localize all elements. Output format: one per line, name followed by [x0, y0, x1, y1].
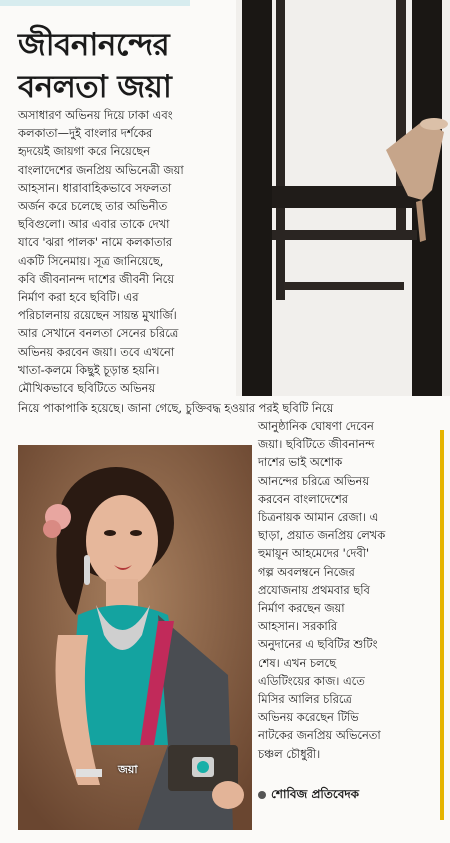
text-line: নির্মাণ করছেন জয়া — [258, 601, 345, 616]
text-line: এডিটিংয়ের কাজ। এতে — [258, 673, 365, 688]
article-body-right — [258, 417, 433, 763]
headline-line-1: জীবনানন্দের — [18, 27, 170, 63]
text-line: করবেন বাংলাদেশের — [258, 491, 349, 506]
top-color-strip — [0, 0, 190, 6]
text-line: গল্প অবলম্বনে নিজের — [258, 564, 355, 579]
text-line: আনুষ্ঠানিক ঘোষণা দেবেন — [258, 419, 374, 433]
text-line: অসাধারণ অভিনয় দিয়ে ঢাকা এবং — [18, 108, 173, 122]
text-line: খাতা-কলমে কিছুই চূড়ান্ত হয়নি। — [18, 362, 160, 377]
bullet-icon — [258, 791, 266, 799]
text-line: ছাড়া, প্রয়াত জনপ্রিয় লেখক — [258, 528, 386, 543]
text-line: জয়া। ছবিটিতে জীবনানন্দ — [258, 437, 375, 452]
text-line: ছবিগুলো। আর এবার তাকে দেখা — [18, 217, 170, 232]
text-line: নিয়ে পাকাপাকি হয়েছে। জানা গেছে, চুক্তিবদ্ধ হওয়ার পরই ছবিটি নিয়ে — [18, 401, 334, 415]
text-line: মিসির আলির চরিত্রে — [258, 692, 352, 707]
text-line: চঞ্চল চৌধুরী। — [258, 746, 321, 761]
text-line: অভিনয় করবেন জয়া। তবে এখনো — [18, 344, 175, 359]
headline-line-2: বনলতা জয়া — [18, 69, 172, 105]
text-line: মৌখিকভাবে ছবিটিতে অভিনয় — [18, 381, 156, 396]
byline — [258, 786, 359, 806]
text-line: অনুদানের এ ছবিটির শুটিং — [258, 637, 378, 652]
text-line: পরিচালনায় রয়েছেন সায়ন্ত মুখার্জি। — [18, 308, 177, 323]
text-line: অভিনয় করেছেন টিভি — [258, 710, 359, 725]
text-line: আহসান। সরকারি — [258, 619, 338, 634]
text-line: দাশের ভাই অশোক — [258, 455, 343, 470]
text-line: আহসান। ধারাবাহিকভাবে সফলতা — [18, 180, 172, 195]
portrait-photo — [18, 445, 252, 830]
article-body-top — [18, 106, 248, 397]
text-line: শেষ। এখন চলছে — [258, 655, 337, 670]
text-line: হৃদয়েই জায়গা করে নিয়েছেন — [18, 144, 150, 159]
article-body-wide — [18, 399, 438, 417]
byline-text: শোবিজ প্রতিবেদক — [271, 787, 360, 801]
text-line: অর্জন করে চলেছে তার অভিনীত — [18, 199, 168, 214]
photo-caption: জয়া — [118, 763, 138, 776]
text-line: প্রযোজনায় প্রথমবার ছবি — [258, 582, 370, 597]
chair-illustration — [236, 0, 450, 396]
text-line: নির্মাণ করা হবে ছবিটি। এর — [18, 290, 139, 305]
text-line: একটি সিনেমায়। সূত্র জানিয়েছে, — [18, 253, 164, 268]
article-headline — [18, 24, 233, 108]
text-line: কলকাতা—দুই বাংলার দর্শকের — [18, 126, 153, 141]
text-line: চিত্রনায়ক আমান রেজা। এ — [258, 510, 379, 525]
accent-rule — [440, 430, 444, 820]
text-line: যাবে 'ঝরা পালক' নামে কলকাতার — [18, 235, 173, 250]
text-line: নাটকের জনপ্রিয় অভিনেতা — [258, 728, 381, 743]
text-line: আনন্দের চরিত্রে অভিনয় — [258, 473, 370, 488]
text-line: হুমায়ূন আহমেদের 'দেবী' — [258, 546, 370, 561]
text-line: আর সেখানে বনলতা সেনের চরিত্রে — [18, 326, 179, 341]
chair-photo — [236, 0, 450, 396]
text-line: বাংলাদেশের জনপ্রিয় অভিনেত্রী জয়া — [18, 162, 184, 177]
text-line: কবি জীবনানন্দ দাশের জীবনী নিয়ে — [18, 271, 174, 286]
